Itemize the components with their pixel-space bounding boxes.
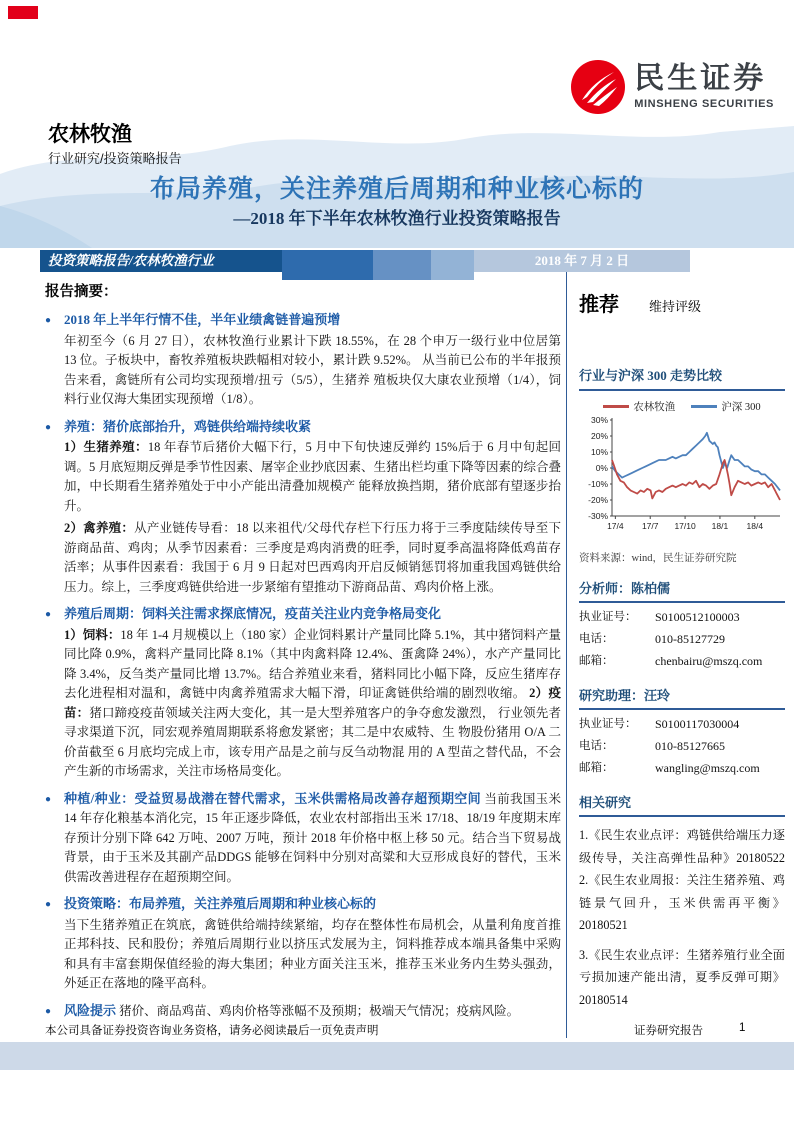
info-value: S0100512100003 [655,610,740,624]
info-label: 电话： [579,740,614,752]
svg-text:-30%: -30% [588,511,608,521]
summary-sections [45,310,561,1021]
section-paragraph [64,519,561,597]
section-heading [45,604,561,624]
info-value: wangling@mszq.com [655,761,760,775]
logo-name-cn: 民生证券 [634,62,767,95]
chart-title: 行业与沪深 300 走势比较 [579,365,785,391]
rating-value: 推荐 [579,294,619,316]
corner-red-mark [8,6,38,19]
header-bar-date: 2018 年 7 月 2 日 [474,250,690,272]
summary-section [45,789,561,888]
performance-chart [579,414,785,547]
paragraph-text: 年初至今（6 月 27 日），农林牧渔行业累计下跌 18.55%，在 28 个申万一级行业中位居第 13 位。子板块中，畜牧养殖板块跌幅相对较小，累计跌 9.52%。 从当前已公布的半年报预告来看，禽链所有公司均实现预增/扭亏（5/5），生猪养 殖板块仅大康农业预增（1/4），饲料行业仅海大集团实现预增（1/8）。 [64,333,561,406]
section-heading [45,310,561,330]
section-title: 养殖：猪价底部抬升，鸡链供给端持续收紧 [64,418,312,434]
bullet-icon: ● [45,793,52,805]
section-title: 种植/种业：受益贸易战潜在替代需求，玉米供需格局改善存超预期空间 [64,790,481,806]
paragraph-text: 18 年春节后猪价大幅下行，5 月中下旬快速反弹约 15%后于 6 月中旬起回调。5 月底短期反弹是季节性因素、屠宰企业抄底因素、生猪出栏均重下降等因素的综合叠加，中长期看生猪养殖处于中小产能出清叠加规模产 能释放换挡期，猪价底部有望逐步抬升。 [64,440,561,513]
legend-label: 农林牧渔 [633,402,676,413]
section-paragraph [45,1001,561,1022]
info-value: 010-85127729 [655,632,725,646]
section-title: 养殖后周期：饲料关注需求探底情况，疫苗关注业内竞争格局变化 [64,606,442,621]
svg-text:-10%: -10% [588,479,608,489]
info-label: 执业证号： [579,718,637,730]
section-heading [45,894,561,914]
minsheng-logo [571,60,774,114]
svg-text:0%: 0% [595,463,608,473]
sidebar [579,288,785,1018]
paragraph-text: 从产业链传导看：18 以来祖代/父母代存栏下行压力将于三季度陆续传导至下游商品苗、鸡肉；从季节因素看：三季度是鸡肉消费的旺季，同时夏季高温将降低鸡苗存活率；从事件因素看：我国于 6 月 9 日起对巴西鸡肉开启反倾销惩罚将加重我国鸡链供给压力。综上，三季度鸡链供给进一步紧缩有望推动下游商品苗、鸡肉价格上涨。 [64,521,561,594]
info-row [579,628,785,650]
footer-disclaimer: 本公司具备证券投资咨询业务资格，请务必阅读最后一页免责声明 [45,1025,379,1037]
related-research-list [579,824,785,1011]
section-title: 风险提示 [64,1002,117,1018]
section-heading [45,417,561,437]
logo-name-en: MINSHENG SECURITIES [634,98,774,110]
info-label: 邮箱： [579,655,614,667]
report-category: 行业研究/投资策略报告 [48,151,182,166]
assistant-info [579,713,785,779]
chart-series-line [612,460,780,500]
summary-section [45,1001,561,1022]
minsheng-logo-text [634,64,774,110]
footer-page-number: 1 [739,1022,746,1034]
paragraph-lead: 2）疫苗： [64,686,561,720]
related-research-item: 1.《民生农业点评：鸡链供给端压力逐级传导，关注高弹性品种》20180522 2.《民生农业周报：关注生猪养殖、鸡链景气回升，玉米供需再平衡》20180521 [579,828,785,932]
footer-blue-band [0,1042,794,1070]
rating-row [579,288,785,317]
info-value: chenbairu@mszq.com [655,654,763,668]
bullet-icon: ● [45,1005,52,1017]
info-row [579,606,785,628]
paragraph-text: 当前我国玉米 14 年存化粮基本消化完，15 年正逐步降低，农业农村部指出玉米 17/18、18/19 年度期末库存预计分别下降 642 万吨、2007 万吨，预计 2018 年价格中枢上移 50 元。结合当下贸易战背景，由于玉米及其副产品DDGS 能够在饲料中分别对高粱和大豆形成良好的替代，玉米供需改善进程存在超预期空间。 [64,791,561,884]
chart-svg [579,414,785,542]
report-title: 布局养殖，关注养殖后周期和种业核心标的 [149,176,644,203]
section-paragraph [45,789,561,888]
legend-item [603,399,675,414]
paragraph-lead: 1）生猪养殖： [64,440,148,454]
bullet-icon: ● [45,421,52,433]
paragraph-lead: 2）禽养殖： [64,521,135,535]
info-label: 邮箱： [579,762,614,774]
chart-legend [579,399,785,414]
footer-report-type [634,1022,745,1038]
section-title: 2018 年上半年行情不佳，半年业绩禽链普遍预增 [64,312,341,327]
section-paragraph [64,916,561,994]
analyst-info [579,606,785,672]
paragraph-text: 当下生猪养殖正在筑底，禽链供给端持续紧缩，均存在整体性布局机会，从量利角度首推正邦科技、民和股份；养殖后周期行业以挤压式发展为主，饲料推荐成本端具备集中采购和具有丰富套期保值经验的海大集团；种业方面关注玉米，推荐玉米业务内生势头强劲，外延正在落地的隆平高科。 [64,917,561,990]
svg-text:18/1: 18/1 [711,521,729,531]
minsheng-logo-icon [571,60,625,114]
report-summary [45,280,561,1028]
paragraph-text: 猪价、商品鸡苗、鸡肉价格等涨幅不及预期；极端天气情况；疫病风险。 [116,1003,520,1018]
analyst-heading: 分析师：陈柏儒 [579,578,785,603]
related-research-item: 3.《民生农业点评：生猪养殖行业全面亏损加速产能出清，夏季反弹可期》20180514 [579,947,785,1007]
svg-text:18/4: 18/4 [746,521,764,531]
svg-text:20%: 20% [590,431,608,441]
info-row [579,757,785,779]
summary-section [45,417,561,598]
related-research-heading: 相关研究 [579,792,785,817]
svg-text:17/10: 17/10 [674,521,696,531]
svg-text:17/7: 17/7 [641,521,659,531]
info-row [579,735,785,757]
section-paragraph [64,626,561,782]
info-label: 电话： [579,633,614,645]
report-subtitle: —2018 年下半年农林牧渔行业投资策略报告 [233,209,561,228]
svg-text:17/4: 17/4 [607,521,624,531]
industry-name: 农林牧渔 [48,123,132,146]
info-row [579,650,785,672]
paragraph-text: 猪口蹄疫疫苗领域关注两大变化，其一是大型养殖客户的争夺愈发激烈， 行业领先者寻求渠道下沉，同宏观养殖周期联系将愈发紧密；其二是中农威特、生 物股份猪用 O/A 二价苗截至 6 月底均完成上市，该专用产品是之前与反刍动物混 用的 A 型苗之替代品，不会产生新的市场需求，关注市场格局变化。 [64,705,561,778]
svg-text:-20%: -20% [588,495,608,505]
header-bar-report-type: 投资策略报告/农林牧渔行业 [40,250,282,272]
legend-swatch [603,405,629,409]
header-bar [40,250,690,280]
svg-text:10%: 10% [590,447,608,457]
footer-report-label: 证券研究报告 [634,1025,703,1037]
legend-item [691,399,760,414]
rating-note: 维持评级 [649,299,702,314]
info-row [579,713,785,735]
section-paragraph [64,438,561,516]
assistant-heading: 研究助理：汪玲 [579,685,785,710]
chart-source: 资料来源：wind，民生证券研究院 [579,553,737,564]
bullet-icon: ● [45,315,52,326]
header-bar-segment-2 [373,250,431,280]
header-bar-segment-1 [282,250,373,280]
sidebar-divider [566,272,567,1038]
bullet-icon: ● [45,899,52,910]
summary-section [45,894,561,994]
info-value: S0100117030004 [655,717,740,731]
paragraph-text: 18 年 1-4 月规模以上（180 家）企业饲料累计产量同比降 5.1%，其中猪饲料产量同比降 0.9%，禽料产量同比降 8.1%（其中肉禽料降 12.4%、蛋禽降 24%），水产产量同比降 3.4%，反刍类产量同比增 13.7%。结合养殖业来看，猪料同比小幅下降，反应生猪库存去化进程相对温和，禽链中肉禽养殖需求大幅下滑，印证禽链供给端的剧烈收缩。 [64,627,561,700]
section-paragraph [64,332,561,410]
svg-text:30%: 30% [590,415,608,425]
summary-heading: 报告摘要： [45,284,118,300]
legend-swatch [691,405,717,409]
info-label: 执业证号： [579,611,637,623]
summary-section [45,310,561,410]
legend-label: 沪深 300 [721,402,761,413]
info-value: 010-85127665 [655,739,725,753]
section-title: 投资策略：布局养殖，关注养殖后周期和种业核心标的 [64,896,377,911]
summary-section [45,604,561,782]
bullet-icon: ● [45,609,52,620]
header-bar-segment-3 [431,250,474,280]
paragraph-lead: 1）饲料： [64,627,121,642]
